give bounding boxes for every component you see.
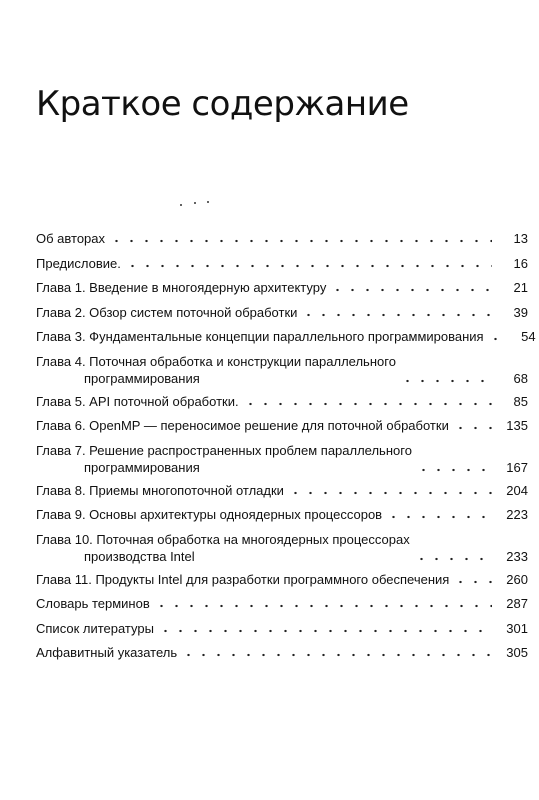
toc-entry [36,279,528,296]
toc-page-number: 204 [506,482,528,498]
toc-entry-title [36,482,284,499]
toc-entry-title-line: Глава 2. Обзор систем поточной обработки [36,304,298,320]
dot-leader [400,379,492,383]
toc-entry-title-line: Предисловие. [36,255,121,271]
dot-leader [158,629,492,633]
toc-page-number: 167 [506,459,528,475]
toc-entry-title-line: Глава 8. Приемы многопоточной отладки [36,482,284,498]
toc-entry [36,620,528,637]
toc-entry [36,571,528,588]
dot-leader [414,557,492,561]
toc-entry-title [36,230,105,247]
toc-entry-title [36,279,326,296]
toc-entry-title-line: Словарь терминов [36,596,150,611]
toc-entry-title [36,595,150,612]
toc-entry [36,482,528,499]
dot-leader [181,653,492,657]
dot-leader [154,604,492,608]
dot-leader [416,468,492,472]
scan-specks [180,201,210,207]
toc-page-number: 85 [513,393,528,409]
toc-entry [36,304,528,321]
dot-leader [453,426,492,430]
dot-leader [386,515,492,519]
toc-entry-title [36,644,177,661]
dot-leader [109,239,492,243]
toc-entry [36,531,528,565]
toc-page-number: 287 [506,596,528,611]
toc-entry [36,353,528,387]
toc-entry [36,255,528,272]
dot-leader [488,337,500,341]
toc-entry [36,393,528,410]
dot-leader [288,491,492,495]
toc-entry-title [36,571,449,588]
toc-entry [36,328,536,345]
toc-entry-title-line: Глава 4. Поточная обработка и конструкции параллельного [36,353,396,369]
toc-entry-title [36,353,396,387]
toc-entry-title-line: программирования [84,459,200,475]
toc-entry-title [36,506,382,523]
toc-entry-title-line: Список литературы [36,620,154,636]
toc-entry-title [36,255,121,272]
toc-page-number: 260 [506,571,528,587]
toc-entry-title [36,328,484,345]
page-title: Краткое содержание [36,84,409,124]
dot-leader [453,580,492,584]
toc-entry-title-line: Глава 9. Основы архитектуры одноядерных процессоров [36,507,383,522]
toc-page-number: 223 [506,507,528,522]
toc-page-number: 301 [506,620,528,636]
toc-entry [36,230,528,247]
toc-entry [36,644,528,661]
toc-entry-title-line: Глава 6. OpenMP — переносимое решение для поточной обработки [36,418,449,433]
toc-entry [36,595,528,612]
toc-page-number: 135 [506,418,528,433]
toc-page-number: 233 [506,548,528,564]
toc-entry [36,417,528,434]
toc-entry-title [36,620,154,637]
toc-page-number: 68 [513,370,528,386]
toc-page-number: 305 [506,645,528,660]
toc-entry-title [36,304,297,321]
toc-entry-title-line: Глава 7. Решение распространенных проблем параллельного [36,442,412,458]
toc-entry-title [36,393,239,410]
toc-page-number: 54 [521,329,536,344]
toc-entry-title [36,442,412,476]
toc-page-number: 39 [513,304,528,320]
toc-entry-title-line: производства Intel [84,548,195,564]
toc-entry-title-line: Алфавитный указатель [36,645,178,660]
toc-entry-title-line: Глава 5. API поточной обработки. [36,393,239,409]
toc-page-number: 16 [513,255,528,271]
dot-leader [330,288,492,292]
toc-page-number: 21 [513,280,528,295]
toc-page-number: 13 [513,231,528,246]
dot-leader [243,402,492,406]
toc-entry-title-line: Глава 3. Фундаментальные концепции параллельного программирования [36,329,484,344]
toc-entry [36,506,528,523]
toc-entry-title [36,417,449,434]
dot-leader [301,313,492,317]
toc-entry-title-line: Глава 10. Поточная обработка на многоядерных процессорах [36,531,410,547]
table-of-contents [36,230,536,669]
toc-entry-title-line: Глава 11. Продукты Intel для разработки программного обеспечения [36,571,450,587]
toc-entry-title-line: Глава 1. Введение в многоядерную архитектуру [36,280,327,295]
dot-leader [125,264,492,268]
toc-entry-title-line: Об авторах [36,231,106,246]
toc-entry-title [36,531,410,565]
toc-entry-title-line: программирования [84,370,200,386]
toc-entry [36,442,528,476]
